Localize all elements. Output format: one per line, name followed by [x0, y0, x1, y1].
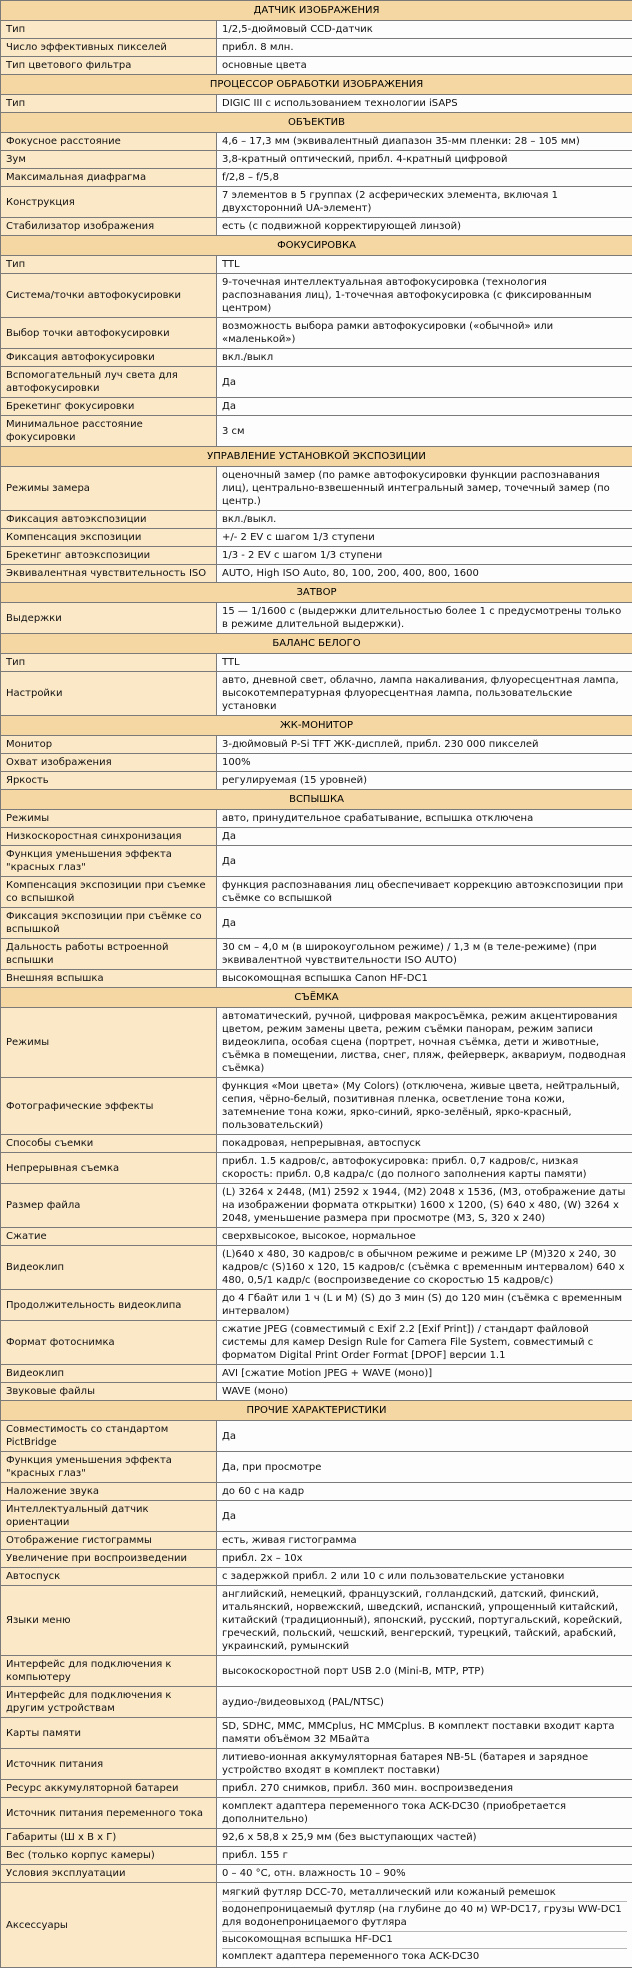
section-header-row [1, 113, 632, 133]
section-title: СЪЁМКА [1, 988, 632, 1008]
spec-label: Тип цветового фильтра [1, 57, 217, 75]
spec-label: Вес (только корпус камеры) [1, 1847, 217, 1865]
spec-row [1, 810, 632, 828]
spec-row [1, 1718, 632, 1749]
spec-value: аудио-/видеовыход (PAL/NTSC) [217, 1687, 632, 1718]
spec-value: с задержкой прибл. 2 или 10 с или пользовательские установки [217, 1568, 632, 1586]
section-header-row [1, 790, 632, 810]
spec-row [1, 349, 632, 367]
spec-value: сверхвысокое, высокое, нормальное [217, 1228, 632, 1246]
section-header-row [1, 988, 632, 1008]
spec-value: 3 см [217, 416, 632, 447]
spec-label: Фиксация автоэкспозиции [1, 511, 217, 529]
spec-value: 4,6 – 17,3 мм (эквивалентный диапазон 35-мм пленки: 28 – 105 мм) [217, 133, 632, 151]
spec-label: Стабилизатор изображения [1, 218, 217, 236]
spec-label: Фиксация экспозиции при съёмке со вспышкой [1, 908, 217, 939]
spec-row [1, 274, 632, 318]
spec-row [1, 1153, 632, 1184]
spec-row [1, 367, 632, 398]
spec-label: Компенсация экспозиции при съемке со вспышкой [1, 877, 217, 908]
spec-label: Карты памяти [1, 1718, 217, 1749]
spec-label: Вспомогательный луч света для автофокусировки [1, 367, 217, 398]
spec-row [1, 529, 632, 547]
accessory-item: высокомощная вспышка HF-DC1 [222, 1932, 627, 1949]
spec-label: Наложение звука [1, 1483, 217, 1501]
spec-value: автоматический, ручной, цифровая макросъёмка, режим акцентирования цветом, режим замены цвета, режим съёмки панорам, режим записи видеоклипа, особая сцена (портрет, ночная съёмка, дети и животные, съёмка в помещении, листва, снег, пляж, фейерверк, аквариум, подводная съёмка) [217, 1008, 632, 1078]
section-title: ВСПЫШКА [1, 790, 632, 810]
spec-value: Да [217, 828, 632, 846]
spec-row [1, 1321, 632, 1365]
spec-label: Видеоклип [1, 1246, 217, 1290]
section-title: ЗАТВОР [1, 583, 632, 603]
spec-row [1, 1078, 632, 1135]
spec-row [1, 1383, 632, 1401]
spec-value: 100% [217, 754, 632, 772]
spec-value: 1/2,5-дюймовый CCD-датчик [217, 21, 632, 39]
spec-label: Автоспуск [1, 1568, 217, 1586]
spec-label: Внешняя вспышка [1, 970, 217, 988]
spec-value: функция распознавания лиц обеспечивает коррекцию автоэкспозиции при съёмке со вспышкой [217, 877, 632, 908]
spec-row [1, 828, 632, 846]
spec-label: Фиксация автофокусировки [1, 349, 217, 367]
spec-label: Брекетинг фокусировки [1, 398, 217, 416]
spec-value: есть, живая гистограмма [217, 1532, 632, 1550]
spec-label: Видеоклип [1, 1365, 217, 1383]
spec-row [1, 846, 632, 877]
spec-row [1, 1865, 632, 1883]
spec-label: Режимы [1, 1008, 217, 1078]
spec-value: TTL [217, 654, 632, 672]
section-header-row [1, 1, 632, 21]
accessory-item: мягкий футляр DCC-70, металлический или кожаный ремешок [222, 1885, 627, 1902]
spec-label: Продолжительность видеоклипа [1, 1290, 217, 1321]
spec-label: Фокусное расстояние [1, 133, 217, 151]
spec-row [1, 256, 632, 274]
spec-value: возможность выбора рамки автофокусировки («обычной» или «маленькой») [217, 318, 632, 349]
spec-row [1, 511, 632, 529]
spec-row [1, 672, 632, 716]
spec-value: до 4 Гбайт или 1 ч (L и M) (S) до 3 мин (S) до 120 мин (съёмка с временным интервалом) [217, 1290, 632, 1321]
spec-label: Ресурс аккумуляторной батареи [1, 1780, 217, 1798]
spec-label: Монитор [1, 736, 217, 754]
spec-row [1, 187, 632, 218]
spec-value: основные цвета [217, 57, 632, 75]
section-title: ПРОЦЕССОР ОБРАБОТКИ ИЗОБРАЖЕНИЯ [1, 75, 632, 95]
spec-value: 30 см – 4,0 м (в широкоугольном режиме) / 1,3 м (в теле-режиме) (при эквивалентной чувствительности ISO AUTO) [217, 939, 632, 970]
spec-value: высокоскоростной порт USB 2.0 (Mini-B, MTP, PTP) [217, 1656, 632, 1687]
spec-label: Совместимость со стандартом PictBridge [1, 1421, 217, 1452]
spec-row [1, 1421, 632, 1452]
section-title: ПРОЧИЕ ХАРАКТЕРИСТИКИ [1, 1401, 632, 1421]
spec-value: прибл. 270 снимков, прибл. 360 мин. воспроизведения [217, 1780, 632, 1798]
spec-row [1, 908, 632, 939]
spec-value: прибл. 155 г [217, 1847, 632, 1865]
spec-label: Звуковые файлы [1, 1383, 217, 1401]
spec-row [1, 1656, 632, 1687]
spec-value: вкл./выкл. [217, 511, 632, 529]
spec-value: покадровая, непрерывная, автоспуск [217, 1135, 632, 1153]
spec-label: Выбор точки автофокусировки [1, 318, 217, 349]
spec-row [1, 654, 632, 672]
spec-label: Функция уменьшения эффекта "красных глаз" [1, 846, 217, 877]
spec-row [1, 1798, 632, 1829]
section-header-row [1, 716, 632, 736]
spec-row [1, 1501, 632, 1532]
spec-value: (L)640 x 480, 30 кадров/с в обычном режиме и режиме LP (M)320 x 240, 30 кадров/с (S)160 x 120, 15 кадров/с (съёмка с временным интервалом) 640 x 480, 0,5/1 кадр/с (воспроизведение со скоростью 15 кадров/с) [217, 1246, 632, 1290]
spec-label: Формат фотоснимка [1, 1321, 217, 1365]
spec-row [1, 603, 632, 634]
spec-label: Эквивалентная чувствительность ISO [1, 565, 217, 583]
accessories-list [217, 1883, 632, 1968]
spec-label: Фотографические эффекты [1, 1078, 217, 1135]
spec-label: Тип [1, 256, 217, 274]
spec-value: Да [217, 1501, 632, 1532]
spec-label: Компенсация экспозиции [1, 529, 217, 547]
spec-value: f/2,8 – f/5,8 [217, 169, 632, 187]
section-header-row [1, 583, 632, 603]
spec-row [1, 95, 632, 113]
spec-row [1, 169, 632, 187]
spec-value: Да [217, 1421, 632, 1452]
spec-value: сжатие JPEG (совместимый с Exif 2.2 [Exif Print]) / стандарт файловой системы для камер Design Rule for Camera File System, совместимый с форматом Digital Print Order Format [DPOF] версии 1.1 [217, 1321, 632, 1365]
spec-row [1, 1829, 632, 1847]
spec-value: Да [217, 367, 632, 398]
spec-row [1, 218, 632, 236]
spec-label: Непрерывная съемка [1, 1153, 217, 1184]
spec-label: Минимальное расстояние фокусировки [1, 416, 217, 447]
spec-value: 9-точечная интеллектуальная автофокусировка (технология распознавания лиц), 1-точечная автофокусировка (с фиксированным центром) [217, 274, 632, 318]
spec-label: Охват изображения [1, 754, 217, 772]
spec-value: оценочный замер (по рамке автофокусировки функции распознавания лиц), центрально-взвешенный интегральный замер, точечный замер (по центр.) [217, 467, 632, 511]
spec-label: Интеллектуальный датчик ориентации [1, 1501, 217, 1532]
spec-value: функция «Мои цвета» (My Colors) (отключена, живые цвета, нейтральный, сепия, чёрно-белый, позитивная пленка, осветление тона кожи, затемнение тона кожи, ярко-синий, ярко-зелёный, ярко-красный, пользовательский) [217, 1078, 632, 1135]
spec-label: Система/точки автофокусировки [1, 274, 217, 318]
spec-value: Да [217, 846, 632, 877]
spec-label: Источник питания [1, 1749, 217, 1780]
spec-label: Способы съемки [1, 1135, 217, 1153]
section-title: ОБЪЕКТИВ [1, 113, 632, 133]
spec-label: Интерфейс для подключения к компьютеру [1, 1656, 217, 1687]
accessory-item: водонепроницаемый футляр (на глубине до 40 м) WP-DC17, грузы WW-DC1 для водонепроницаемого футляра [222, 1902, 627, 1932]
spec-label: Яркость [1, 772, 217, 790]
spec-row [1, 970, 632, 988]
spec-row [1, 1847, 632, 1865]
section-title: УПРАВЛЕНИЕ УСТАНОВКОЙ ЭКСПОЗИЦИИ [1, 447, 632, 467]
spec-row [1, 57, 632, 75]
spec-label: Условия эксплуатации [1, 1865, 217, 1883]
spec-row [1, 1008, 632, 1078]
spec-value: (L) 3264 x 2448, (M1) 2592 x 1944, (M2) 2048 x 1536, (M3, отображение даты на изображении формата открытки) 1600 x 1200, (S) 640 x 480, (W) 3264 x 2048, уменьшение размера при просмотре (M3, S, 320 x 240) [217, 1184, 632, 1228]
section-title: ЖК-МОНИТОР [1, 716, 632, 736]
spec-row [1, 547, 632, 565]
spec-label: Источник питания переменного тока [1, 1798, 217, 1829]
spec-value: до 60 с на кадр [217, 1483, 632, 1501]
section-title: БАЛАНС БЕЛОГО [1, 634, 632, 654]
spec-label: Сжатие [1, 1228, 217, 1246]
accessories-label: Аксессуары [1, 1883, 217, 1968]
spec-value: литиево-ионная аккумуляторная батарея NB-5L (батарея и зарядное устройство входят в комплект поставки) [217, 1749, 632, 1780]
spec-value: 3,8-кратный оптический, прибл. 4-кратный цифровой [217, 151, 632, 169]
spec-value: есть (с подвижной корректирующей линзой) [217, 218, 632, 236]
spec-label: Дальность работы встроенной вспышки [1, 939, 217, 970]
spec-row [1, 939, 632, 970]
spec-value: DIGIC III с использованием технологии iSAPS [217, 95, 632, 113]
spec-value: комплект адаптера переменного тока ACK-DC30 (приобретается дополнительно) [217, 1798, 632, 1829]
spec-label: Брекетинг автоэкспозиции [1, 547, 217, 565]
spec-row [1, 151, 632, 169]
spec-label: Настройки [1, 672, 217, 716]
accessory-item: комплект адаптера переменного тока ACK-DC30 [222, 1949, 627, 1965]
spec-label: Тип [1, 654, 217, 672]
spec-row [1, 39, 632, 57]
spec-label: Тип [1, 95, 217, 113]
spec-label: Габариты (Ш x В x Г) [1, 1829, 217, 1847]
spec-row [1, 1687, 632, 1718]
spec-row [1, 1246, 632, 1290]
spec-label: Режимы замера [1, 467, 217, 511]
spec-row [1, 1228, 632, 1246]
spec-value: +/- 2 EV с шагом 1/3 ступени [217, 529, 632, 547]
spec-value: Да [217, 398, 632, 416]
spec-value: 3-дюймовый P-Si TFT ЖК-дисплей, прибл. 230 000 пикселей [217, 736, 632, 754]
spec-value: Да, при просмотре [217, 1452, 632, 1483]
spec-row [1, 1483, 632, 1501]
spec-value: AVI [сжатие Motion JPEG + WAVE (моно)] [217, 1365, 632, 1383]
spec-label: Увеличение при воспроизведении [1, 1550, 217, 1568]
section-header-row [1, 75, 632, 95]
spec-label: Низкоскоростная синхронизация [1, 828, 217, 846]
section-title: ДАТЧИК ИЗОБРАЖЕНИЯ [1, 1, 632, 21]
section-header-row [1, 634, 632, 654]
spec-row [1, 877, 632, 908]
section-header-row [1, 236, 632, 256]
spec-row [1, 1290, 632, 1321]
spec-value: авто, принудительное срабатывание, вспышка отключена [217, 810, 632, 828]
spec-row [1, 565, 632, 583]
spec-row [1, 772, 632, 790]
spec-row [1, 133, 632, 151]
spec-row [1, 736, 632, 754]
spec-value: прибл. 8 млн. [217, 39, 632, 57]
spec-label: Интерфейс для подключения к другим устройствам [1, 1687, 217, 1718]
spec-value: TTL [217, 256, 632, 274]
accessories-row [1, 1883, 632, 1968]
spec-label: Функция уменьшения эффекта "красных глаз" [1, 1452, 217, 1483]
spec-row [1, 398, 632, 416]
section-title: ФОКУСИРОВКА [1, 236, 632, 256]
spec-value: высокомощная вспышка Canon HF-DC1 [217, 970, 632, 988]
spec-value: прибл. 1.5 кадров/с, автофокусировка: прибл. 0,7 кадров/с, низкая скорость: прибл. 0,8 кадра/с (до полного заполнения карты памяти) [217, 1153, 632, 1184]
spec-label: Размер файла [1, 1184, 217, 1228]
spec-row [1, 1532, 632, 1550]
spec-value: регулируемая (15 уровней) [217, 772, 632, 790]
spec-label: Число эффективных пикселей [1, 39, 217, 57]
spec-value: вкл./выкл [217, 349, 632, 367]
spec-value: 15 — 1/1600 с (выдержки длительностью более 1 с предусмотрены только в режиме длительной выдержки). [217, 603, 632, 634]
spec-row [1, 318, 632, 349]
spec-row [1, 1550, 632, 1568]
spec-row [1, 1135, 632, 1153]
spec-value: AUTO, High ISO Auto, 80, 100, 200, 400, 800, 1600 [217, 565, 632, 583]
spec-row [1, 1749, 632, 1780]
spec-label: Языки меню [1, 1586, 217, 1656]
spec-value: WAVE (моно) [217, 1383, 632, 1401]
spec-row [1, 1452, 632, 1483]
spec-value: 7 элементов в 5 группах (2 асферических элемента, включая 1 двухсторонний UA-элемент) [217, 187, 632, 218]
section-header-row [1, 1401, 632, 1421]
spec-row [1, 1184, 632, 1228]
spec-label: Отображение гистограммы [1, 1532, 217, 1550]
spec-row [1, 416, 632, 447]
spec-value: 1/3 - 2 EV с шагом 1/3 ступени [217, 547, 632, 565]
spec-value: авто, дневной свет, облачно, лампа накаливания, флуоресцентная лампа, высокотемпературная флуоресцентная лампа, пользовательские установки [217, 672, 632, 716]
spec-row [1, 754, 632, 772]
spec-value: SD, SDHC, MMC, MMCplus, HC MMCplus. В комплект поставки входит карта памяти объёмом 32 МБайта [217, 1718, 632, 1749]
spec-value: 0 – 40 °C, отн. влажность 10 – 90% [217, 1865, 632, 1883]
spec-row [1, 21, 632, 39]
spec-row [1, 1365, 632, 1383]
spec-label: Выдержки [1, 603, 217, 634]
spec-row [1, 1568, 632, 1586]
spec-row [1, 1780, 632, 1798]
spec-label: Зум [1, 151, 217, 169]
spec-table-body [1, 1, 632, 1968]
spec-label: Режимы [1, 810, 217, 828]
section-header-row [1, 447, 632, 467]
spec-value: 92,6 x 58,8 x 25,9 мм (без выступающих частей) [217, 1829, 632, 1847]
spec-value: английский, немецкий, французский, голландский, датский, финский, итальянский, норвежский, шведский, испанский, упрощенный китайский, китайский (традиционный), японский, русский, португальский, корейский, греческий, польский, чешский, венгерский, турецкий, тайский, арабский, украинский, румынский [217, 1586, 632, 1656]
spec-label: Конструкция [1, 187, 217, 218]
spec-value: Да [217, 908, 632, 939]
spec-row [1, 1586, 632, 1656]
spec-label: Тип [1, 21, 217, 39]
spec-value: прибл. 2x – 10x [217, 1550, 632, 1568]
spec-row [1, 467, 632, 511]
spec-label: Максимальная диафрагма [1, 169, 217, 187]
